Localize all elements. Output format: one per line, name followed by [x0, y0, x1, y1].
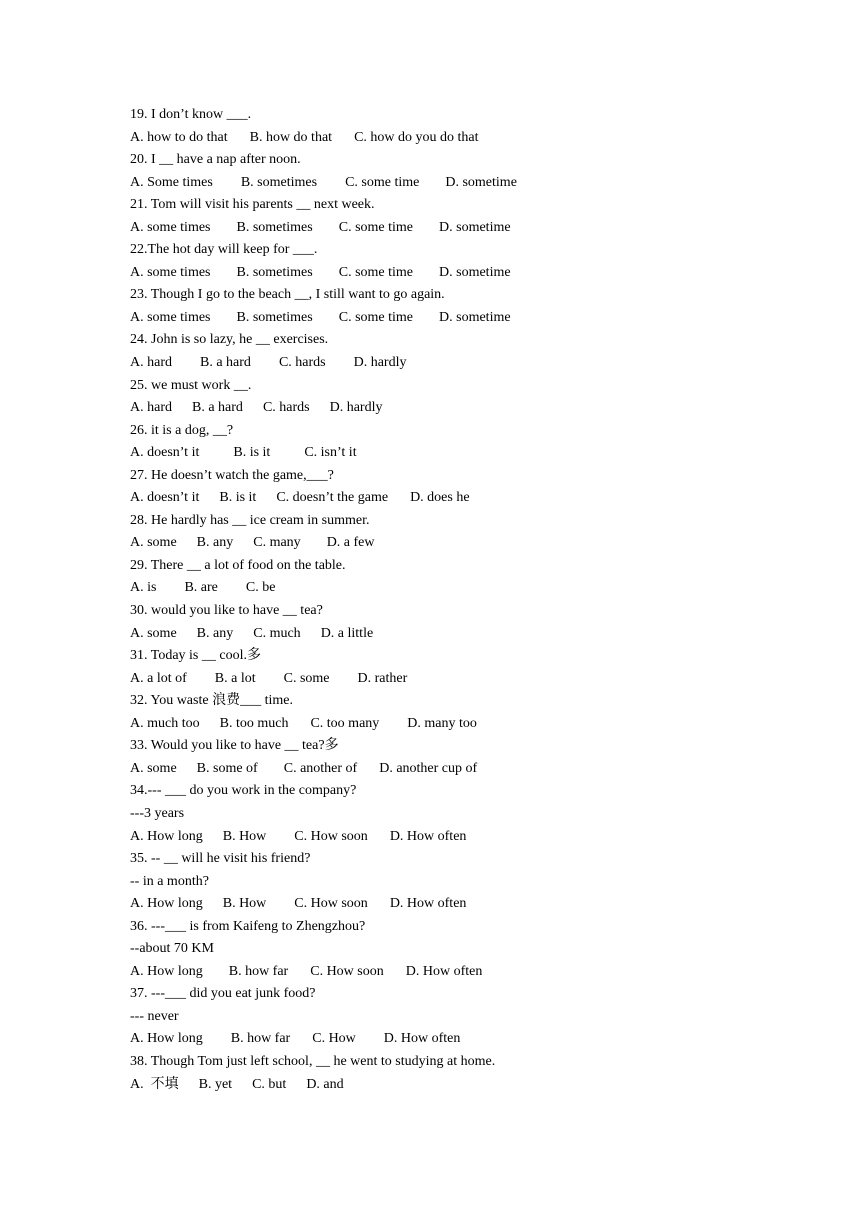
- question-item: [130, 916, 790, 984]
- answer-option: D. hardly: [353, 355, 407, 371]
- question-dialog-line: ---3 years: [130, 805, 185, 821]
- answer-option: D. does he: [410, 490, 470, 506]
- question-text: 33. Would you like to have __ tea?多: [130, 738, 339, 754]
- question-text: 27. He doesn’t watch the game,___?: [130, 467, 334, 483]
- question-text: 21. Tom will visit his parents __ next week.: [130, 197, 375, 213]
- answer-option: B. a hard: [192, 400, 243, 416]
- answer-options: [130, 713, 790, 736]
- answer-option: B. is it: [219, 490, 257, 506]
- answer-option: A. some: [130, 535, 177, 551]
- question-item: [130, 284, 790, 329]
- question-item: [130, 510, 790, 555]
- answer-option: A. How long: [130, 828, 203, 844]
- answer-options: [130, 893, 790, 916]
- answer-option: D. rather: [357, 670, 408, 686]
- answer-option: B. yet: [198, 1076, 233, 1092]
- answer-option: D. sometime: [439, 219, 511, 235]
- answer-option: B. sometimes: [236, 219, 313, 235]
- answer-option: C. How soon: [294, 896, 368, 912]
- answer-options: [130, 352, 790, 375]
- answer-option: D. and: [306, 1076, 344, 1092]
- answer-option: D. many too: [407, 715, 477, 731]
- answer-option: C. some time: [345, 174, 420, 190]
- answer-option: B. sometimes: [240, 174, 318, 190]
- answer-options: [130, 262, 790, 285]
- answer-option: D. How often: [383, 1031, 461, 1047]
- answer-option: A. some times: [130, 219, 211, 235]
- answer-options: [130, 1028, 790, 1051]
- answer-option: B. sometimes: [236, 264, 313, 280]
- answer-option: B. How: [222, 828, 267, 844]
- answer-option: C. many: [253, 535, 301, 551]
- answer-options: [130, 532, 790, 555]
- question-item: [130, 239, 790, 284]
- question-text: 32. You waste 浪费___ time.: [130, 693, 293, 709]
- answer-options: [130, 217, 790, 240]
- answer-option: C. another of: [283, 760, 358, 776]
- answer-option: C. isn’t it: [304, 445, 357, 461]
- question-item: [130, 329, 790, 374]
- answer-option: B. any: [196, 625, 234, 641]
- question-text: 35. -- __ will he visit his friend?: [130, 851, 311, 867]
- answer-option: C. How soon: [294, 828, 368, 844]
- answer-options: [130, 397, 790, 420]
- answer-option: A. How long: [130, 1031, 203, 1047]
- question-item: [130, 149, 790, 194]
- answer-option: A. a lot of: [130, 670, 187, 686]
- question-text: 31. Today is __ cool.多: [130, 648, 261, 664]
- answer-option: A. doesn’t it: [130, 445, 200, 461]
- answer-option: C. how do you do that: [354, 129, 479, 145]
- answer-option: B. a lot: [214, 670, 256, 686]
- answer-option: B. is it: [233, 445, 271, 461]
- answer-option: C. How: [312, 1031, 356, 1047]
- question-item: [130, 420, 790, 465]
- answer-option: C. hards: [278, 355, 326, 371]
- question-text: 23. Though I go to the beach __, I still want to go again.: [130, 287, 445, 303]
- question-item: [130, 690, 790, 735]
- question-item: [130, 983, 790, 1051]
- answer-option: C. some time: [338, 264, 414, 280]
- answer-options: [130, 577, 790, 600]
- answer-option: A. some: [130, 760, 177, 776]
- answer-option: A. some times: [130, 309, 211, 325]
- answer-option: B. how do that: [249, 129, 333, 145]
- answer-option: C. much: [253, 625, 301, 641]
- answer-option: B. sometimes: [236, 309, 313, 325]
- question-item: [130, 600, 790, 645]
- answer-options: [130, 127, 790, 150]
- question-text: 29. There __ a lot of food on the table.: [130, 557, 346, 573]
- answer-option: D. How often: [389, 896, 467, 912]
- answer-option: D. How often: [405, 963, 483, 979]
- question-item: [130, 645, 790, 690]
- answer-options: [130, 487, 790, 510]
- question-item: [130, 780, 790, 848]
- answer-option: A. some times: [130, 264, 211, 280]
- question-text: 37. ---___ did you eat junk food?: [130, 986, 316, 1002]
- answer-option: D. How often: [389, 828, 467, 844]
- answer-option: C. some time: [338, 219, 414, 235]
- question-dialog-line: --- never: [130, 1008, 179, 1024]
- question-text: 30. would you like to have __ tea?: [130, 603, 323, 619]
- answer-option: A. is: [130, 580, 157, 596]
- answer-option: D. sometime: [445, 174, 517, 190]
- answer-option: B. how far: [230, 1031, 291, 1047]
- answer-option: A. hard: [130, 355, 172, 371]
- question-item: [130, 555, 790, 600]
- answer-option: A. How long: [130, 963, 203, 979]
- answer-option: C. doesn’t the game: [276, 490, 389, 506]
- question-item: [130, 375, 790, 420]
- question-text: 34.--- ___ do you work in the company?: [130, 783, 357, 799]
- answer-option: B. too much: [219, 715, 289, 731]
- question-text: 26. it is a dog, __?: [130, 422, 234, 438]
- answer-option: A. Some times: [130, 174, 213, 190]
- question-dialog-line: --about 70 KM: [130, 941, 214, 957]
- answer-option: A. how to do that: [130, 129, 228, 145]
- answer-option: D. hardly: [329, 400, 383, 416]
- answer-option: B. a hard: [200, 355, 251, 371]
- answer-option: D. sometime: [439, 264, 511, 280]
- question-text: 25. we must work __.: [130, 377, 252, 393]
- answer-option: D. another cup of: [379, 760, 478, 776]
- answer-option: A. much too: [130, 715, 200, 731]
- answer-options: [130, 961, 790, 984]
- answer-options: [130, 826, 790, 849]
- answer-option: A. doesn’t it: [130, 490, 200, 506]
- answer-options: [130, 758, 790, 781]
- answer-option: D. sometime: [439, 309, 511, 325]
- answer-option: B. How: [222, 896, 267, 912]
- question-item: [130, 194, 790, 239]
- answer-options: [130, 307, 790, 330]
- answer-option: A. hard: [130, 400, 172, 416]
- answer-option: C. some time: [338, 309, 414, 325]
- worksheet: [130, 104, 790, 1096]
- answer-options: [130, 623, 790, 646]
- answer-option: C. How soon: [310, 963, 384, 979]
- question-text: 24. John is so lazy, he __ exercises.: [130, 332, 329, 348]
- answer-option: B. any: [196, 535, 234, 551]
- answer-option: B. are: [184, 580, 218, 596]
- question-dialog-line: -- in a month?: [130, 873, 209, 889]
- answer-options: [130, 668, 790, 691]
- question-text: 38. Though Tom just left school, __ he went to studying at home.: [130, 1053, 496, 1069]
- answer-option: C. be: [245, 580, 276, 596]
- question-item: [130, 1051, 790, 1096]
- question-text: 19. I don’t know ___.: [130, 107, 252, 122]
- question-text: 20. I __ have a nap after noon.: [130, 152, 301, 168]
- question-text: 36. ---___ is from Kaifeng to Zhengzhou?: [130, 918, 366, 934]
- answer-options: [130, 172, 790, 195]
- answer-option: D. a few: [326, 535, 375, 551]
- answer-option: A. How long: [130, 896, 203, 912]
- answer-option: C. some: [283, 670, 330, 686]
- question-item: [130, 735, 790, 780]
- question-item: [130, 465, 790, 510]
- answer-option: B. how far: [228, 963, 289, 979]
- answer-option: D. a little: [320, 625, 374, 641]
- question-text: 22.The hot day will keep for ___.: [130, 242, 318, 258]
- question-item: [130, 848, 790, 916]
- answer-options: [130, 442, 790, 465]
- answer-options: [130, 1074, 790, 1097]
- answer-option: C. too many: [310, 715, 380, 731]
- question-text: 28. He hardly has __ ice cream in summer.: [130, 512, 370, 528]
- answer-option: A. some: [130, 625, 177, 641]
- answer-option: A. 不填: [130, 1076, 179, 1092]
- question-item: [130, 104, 790, 149]
- answer-option: B. some of: [196, 760, 258, 776]
- answer-option: C. but: [252, 1076, 287, 1092]
- answer-option: C. hards: [262, 400, 310, 416]
